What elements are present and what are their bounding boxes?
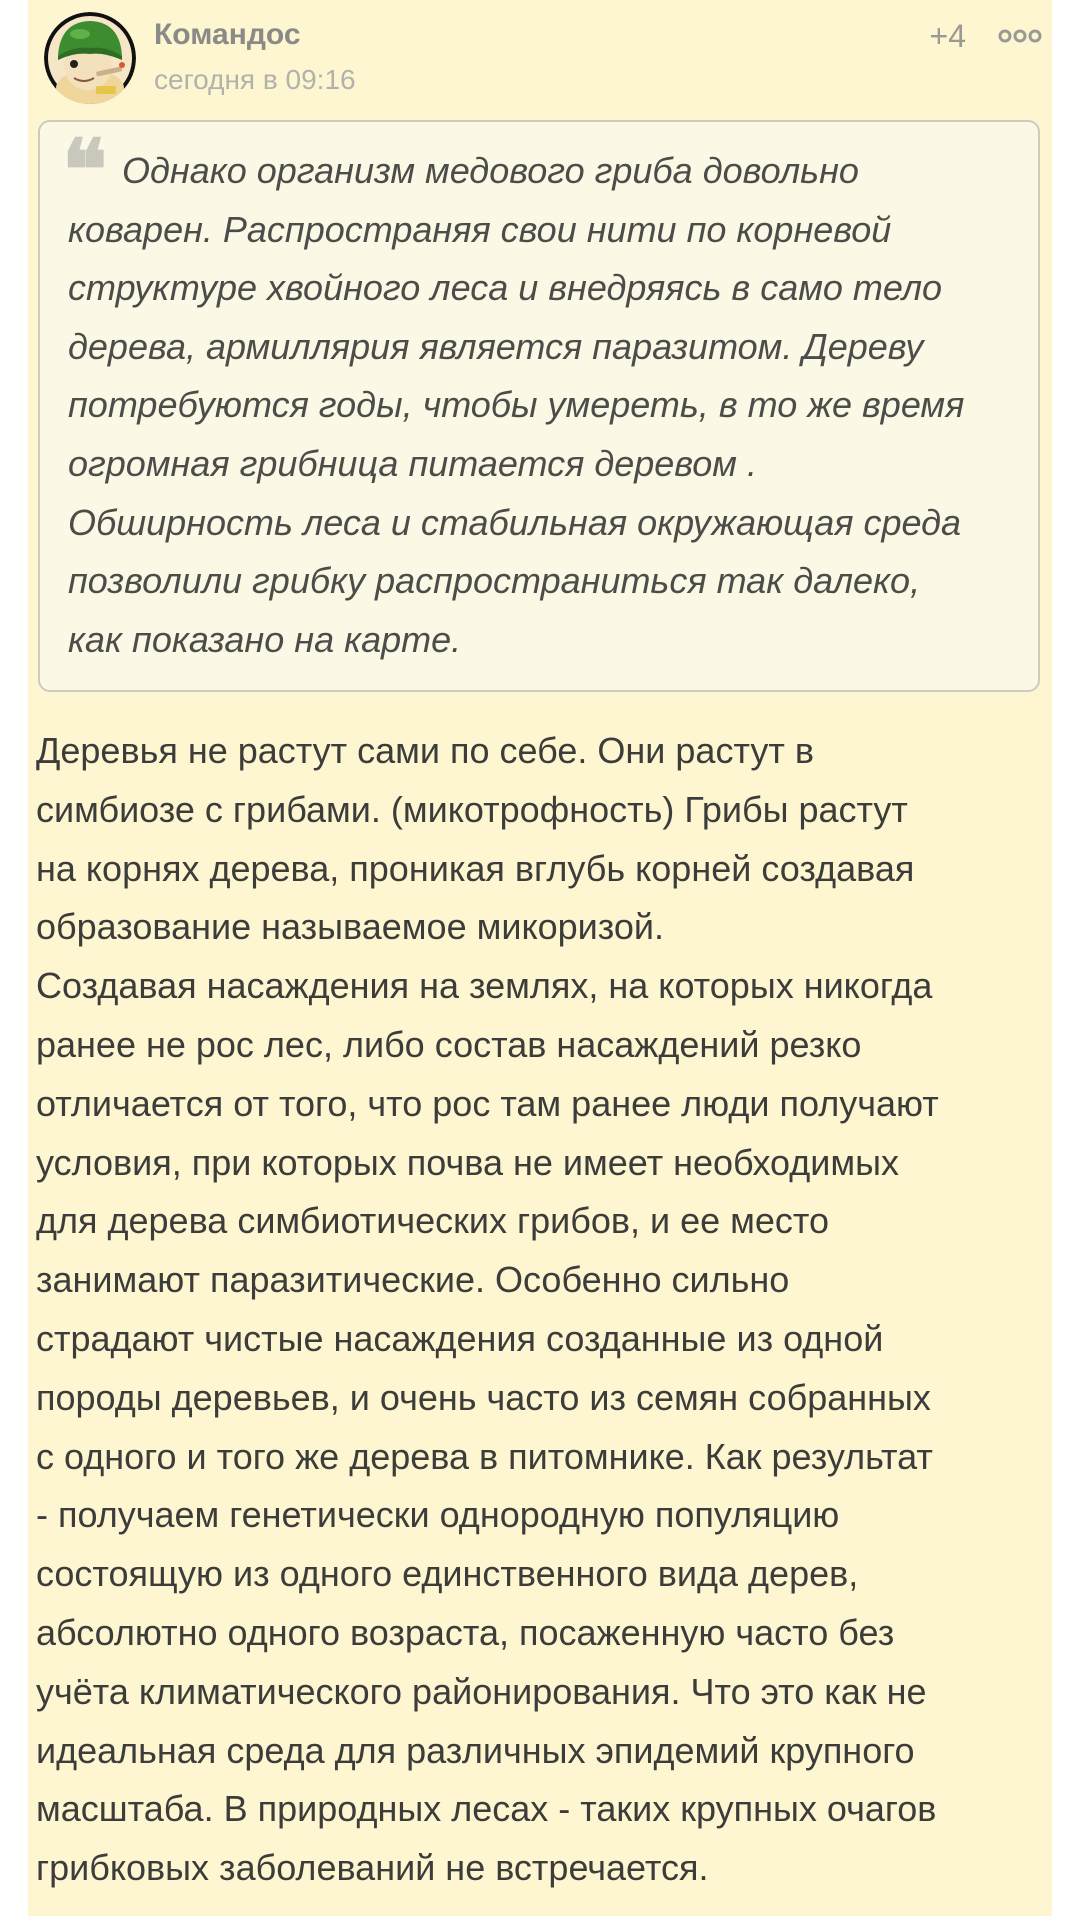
- quote-text: Однако организм медового гриба довольно коварен. Распространяя свои нити по корневой структуре хвойного леса и внедряясь в само тело дерева, армиллярия является паразитом. Дереву потребуются годы, чтобы умереть, в то же время огромная грибница питается деревом . Обширность леса и стабильная окружающая среда позволили грибку распространиться так далеко, как показано на карте.: [68, 150, 965, 660]
- more-options-button[interactable]: [998, 24, 1042, 48]
- soldier-avatar-icon: [44, 12, 136, 104]
- more-dots-icon: [998, 24, 1042, 48]
- comment-header: [36, 10, 1052, 106]
- comment-card: [28, 0, 1052, 1916]
- author-name[interactable]: Командос: [154, 18, 301, 51]
- comment-rating: +4: [929, 18, 966, 54]
- comment-timestamp[interactable]: сегодня в 09:16: [154, 64, 356, 95]
- avatar[interactable]: [44, 12, 136, 104]
- quote-mark-icon: ❝: [62, 120, 108, 219]
- comment-body: Деревья не растут сами по себе. Они растут в симбиозе с грибами. (микотрофность) Грибы растут на корнях дерева, проникая вглубь корней создавая образование называемое микоризой. Создавая насаждения на землях, на которых никогда ранее не рос лес, либо состав насаждений резко отличается от того, что рос там ранее люди получают условия, при которых почва не имеет необходимых для дерева симбиотических грибов, и ее место занимают паразитические. Особенно сильно страдают чистые насаждения созданные из одной породы деревьев, и очень часто из семян собранных с одного и того же дерева в питомнике. Как результат - получаем генетически однородную популяцию состоящую из одного единственного вида дерев, абсолютно одного возраста, посаженную часто без учёта климатического районирования. Что это как не идеальная среда для различных эпидемий крупного масштаба. В природных лесах - таких крупных очагов грибковых заболеваний не встречается.: [36, 730, 939, 1889]
- quote-block: [38, 120, 1040, 692]
